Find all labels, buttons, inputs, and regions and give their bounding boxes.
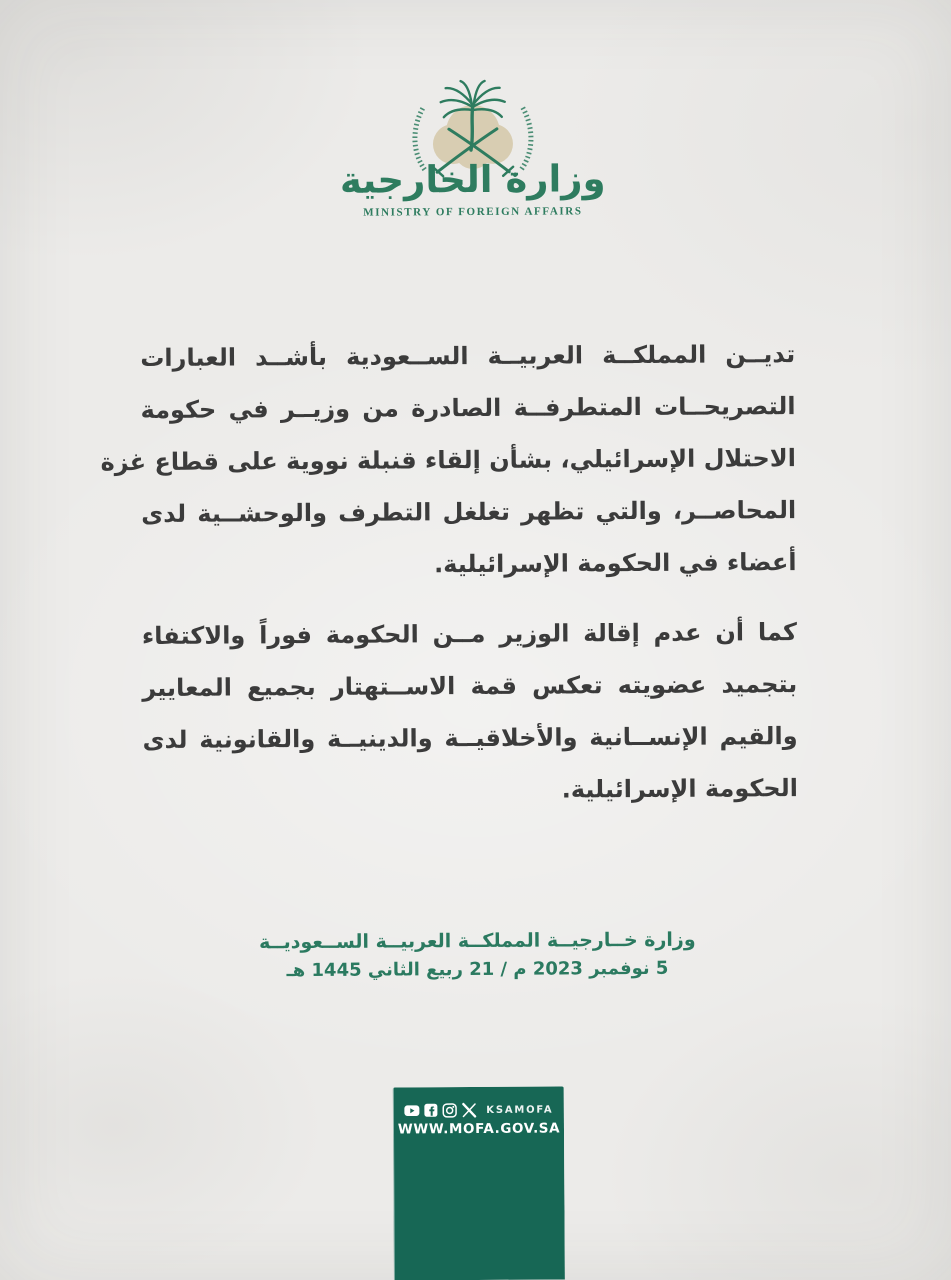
x-icon [462, 1102, 477, 1118]
social-handle: KSAMOFA [486, 1104, 554, 1116]
social-media-box [393, 1086, 565, 1280]
youtube-icon [404, 1102, 420, 1118]
facebook-icon [424, 1102, 438, 1118]
statement-date: 5 نوفمبر 2023 م / 21 ربيع الثاني 1445 هـ [286, 957, 669, 982]
instagram-icon [442, 1102, 458, 1118]
statement-line: كما أن عدم إقالة الوزير مــن الحكومة فوراً والاكتفاء [141, 618, 798, 651]
statement-line: بتجميد عضويته تعكس قمة الاســتهتار بجميع المعايير [142, 670, 798, 703]
signature-block [2, 923, 951, 987]
statement-paragraph-2 [142, 606, 798, 818]
social-icons-row [404, 1102, 553, 1119]
statement-body [100, 328, 798, 818]
statement-paragraph-1 [100, 328, 797, 592]
statement-line: تديــن المملكــة العربيــة الســعودية بأشــد العبارات [140, 340, 796, 373]
statement-line: والقيم الإنســانية والأخلاقيــة والدينيــة والقانونية لدى [142, 722, 798, 755]
ministry-calligraphy-arabic: وزارة الخارجية [339, 157, 606, 202]
ministry-name-english: MINISTRY OF FOREIGN AFFAIRS [363, 205, 583, 219]
statement-line: الاحتلال الإسرائيلي، بشأن إلقاء قنبلة نووية على قطاع غزة [100, 444, 796, 477]
statement-line: الحكومة الإسرائيلية. [561, 774, 798, 804]
statement-line: التصريحــات المتطرفــة الصادرة من وزيــر في حكومة [140, 392, 796, 425]
issuing-authority: وزارة خــارجيــة المملكــة العربيــة الســعوديــة [258, 928, 696, 954]
website-url: WWW.MOFA.GOV.SA [397, 1120, 561, 1138]
statement-line: المحاصــر، والتي تظهر تغلغل التطرف والوحشــية لدى [141, 496, 797, 529]
statement-line: أعضاء في الحكومة الإسرائيلية. [433, 548, 797, 579]
